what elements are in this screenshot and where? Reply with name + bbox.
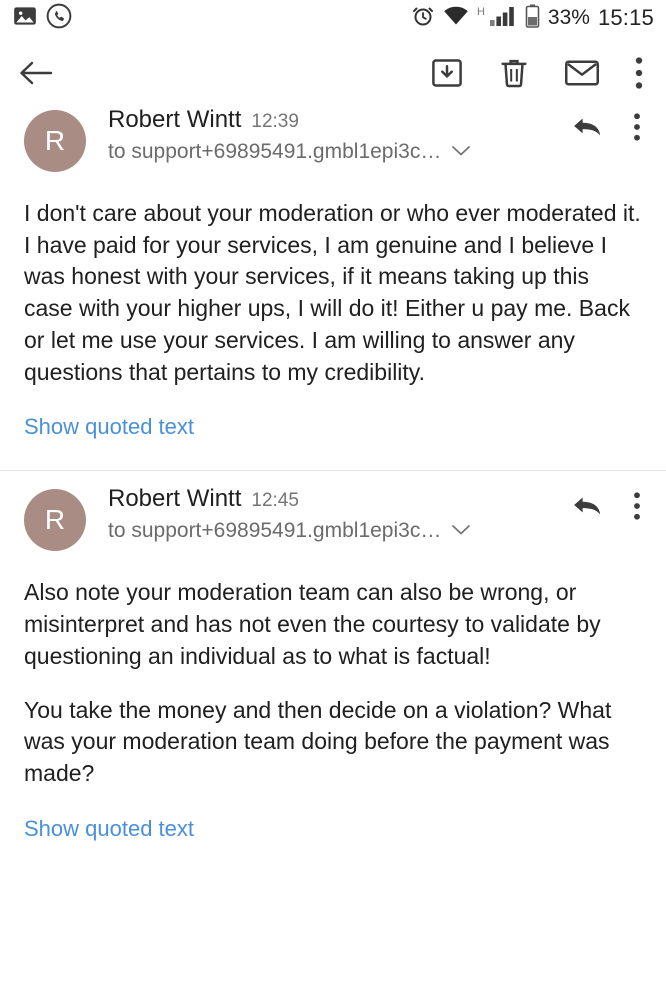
message-item[interactable] (0, 92, 666, 470)
show-quoted-text-link[interactable]: Show quoted text (24, 815, 195, 841)
status-bar (0, 0, 666, 36)
avatar[interactable]: R (24, 110, 86, 172)
alarm-icon (411, 4, 435, 33)
message-paragraph: I don't care about your moderation or who ever moderated it. I have paid for your services, I am genuine and I believe I was honest with your services, if it means taking up this case with your higher ups, I will do it! Either u pay me. Back or let me use your services. I am willing to answer any questions that pertains to my credibility. (24, 200, 641, 385)
chevron-down-icon[interactable] (451, 524, 471, 539)
back-button[interactable] (18, 58, 54, 88)
show-quoted-text-link[interactable]: Show quoted text (24, 414, 195, 440)
battery-icon (525, 4, 540, 33)
message-body (24, 551, 642, 789)
message-actions (572, 485, 642, 521)
reply-icon[interactable] (572, 493, 606, 519)
email-thread (0, 92, 666, 872)
message-time: 12:39 (251, 111, 299, 132)
wifi-icon (443, 5, 469, 32)
status-bar-left (12, 3, 72, 34)
status-bar-right (411, 4, 654, 33)
message-paragraph: Also note your moderation team can also be wrong, or misinterpret and has not even the courtesy to validate by questioning an individual as to what is factual! (24, 579, 601, 669)
mark-unread-icon[interactable] (564, 58, 600, 88)
sender-name: Robert Wintt (108, 106, 242, 133)
message-time: 12:45 (251, 490, 299, 512)
message-header (24, 471, 642, 551)
recipient-label: to support+69895491.gmbl1epi3c… (108, 519, 442, 543)
overflow-icon[interactable] (634, 56, 644, 90)
message-overflow-icon[interactable] (632, 491, 642, 521)
avatar[interactable]: R (24, 489, 86, 551)
message-actions (572, 106, 642, 142)
clock-label: 15:15 (597, 5, 654, 30)
message-item[interactable] (0, 470, 666, 871)
network-type-label: H (476, 5, 485, 18)
signal-icon (489, 5, 517, 32)
message-header (24, 92, 642, 172)
phone-icon (46, 3, 72, 34)
message-body (24, 172, 642, 388)
reply-icon[interactable] (572, 114, 606, 140)
archive-icon[interactable] (430, 56, 464, 90)
sender-name: Robert Wintt (108, 485, 242, 513)
delete-icon[interactable] (498, 56, 530, 90)
chevron-down-icon[interactable] (451, 145, 471, 160)
battery-percent-label: 33% (547, 6, 590, 29)
message-paragraph: You take the money and then decide on a violation? What was your moderation team doing before the payment was made? (24, 696, 612, 787)
recipient-label: to support+69895491.gmbl1epi3c… (108, 140, 442, 163)
message-overflow-icon[interactable] (632, 112, 642, 142)
photo-icon (12, 3, 38, 34)
